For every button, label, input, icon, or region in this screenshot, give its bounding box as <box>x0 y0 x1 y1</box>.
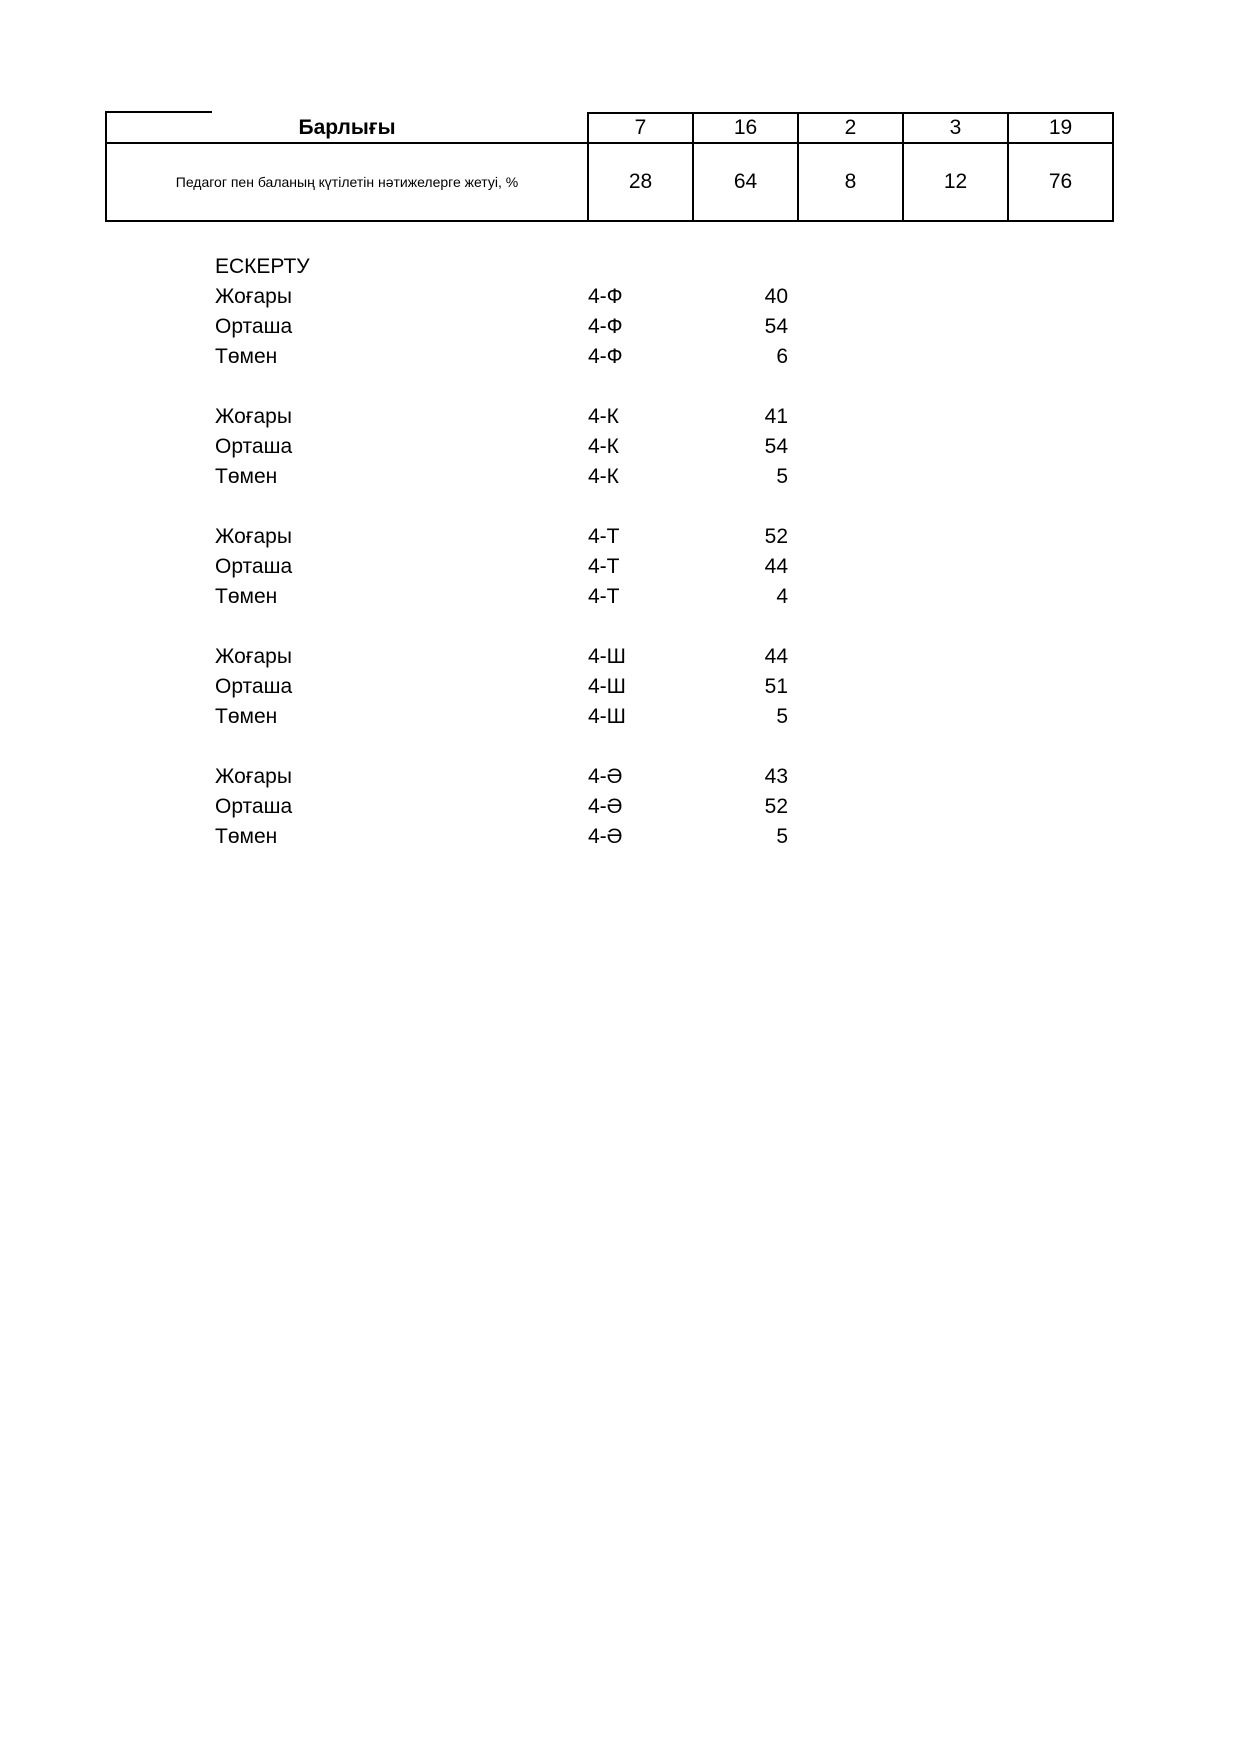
level-label: Жоғары <box>215 405 292 428</box>
total-value: 2 <box>798 113 903 143</box>
level-value: 5 <box>776 465 788 488</box>
level-value: 54 <box>764 435 788 458</box>
note-row <box>215 552 815 582</box>
achievement-value: 76 <box>1008 143 1113 221</box>
total-value: 19 <box>1008 113 1113 143</box>
level-label: Жоғары <box>215 285 292 308</box>
level-value: 5 <box>776 705 788 728</box>
level-value: 41 <box>764 405 788 428</box>
total-value: 7 <box>588 113 693 143</box>
level-value: 43 <box>764 765 788 788</box>
level-value: 44 <box>764 555 788 578</box>
note-group <box>215 402 815 492</box>
achievement-value: 8 <box>798 143 903 221</box>
note-group <box>215 762 815 852</box>
total-value: 16 <box>693 113 798 143</box>
note-row <box>215 582 815 612</box>
class-label: 4-Ә <box>588 825 623 848</box>
note-row <box>215 792 815 822</box>
note-row <box>215 282 815 312</box>
achievement-value: 12 <box>903 143 1008 221</box>
class-label: 4-К <box>588 405 619 428</box>
note-row <box>215 522 815 552</box>
level-label: Орташа <box>215 555 293 578</box>
level-value: 5 <box>776 825 788 848</box>
note-row <box>215 762 815 792</box>
class-label: 4-Ә <box>588 795 623 818</box>
class-label: 4-Т <box>588 525 620 548</box>
level-label: Төмен <box>215 825 278 848</box>
level-value: 52 <box>764 795 788 818</box>
note-row <box>215 312 815 342</box>
level-label: Орташа <box>215 795 293 818</box>
total-row <box>106 113 1113 143</box>
class-label: 4-Т <box>588 585 620 608</box>
note-group <box>215 642 815 732</box>
note-row <box>215 702 815 732</box>
level-label: Орташа <box>215 435 293 458</box>
achievement-value: 64 <box>693 143 798 221</box>
note-row <box>215 822 815 852</box>
level-label: Жоғары <box>215 765 292 788</box>
class-label: 4-Ә <box>588 765 623 788</box>
class-label: 4-Т <box>588 555 620 578</box>
note-row <box>215 342 815 372</box>
level-label: Төмен <box>215 585 278 608</box>
class-label: 4-Ф <box>588 315 623 338</box>
achievement-value: 28 <box>588 143 693 221</box>
class-label: 4-Ф <box>588 285 623 308</box>
level-label: Төмен <box>215 345 278 368</box>
level-value: 52 <box>764 525 788 548</box>
level-value: 40 <box>764 285 788 308</box>
note-row <box>215 402 815 432</box>
level-label: Орташа <box>215 315 293 338</box>
total-label: Барлығы <box>106 113 588 143</box>
note-row <box>215 642 815 672</box>
level-label: Төмен <box>215 705 278 728</box>
level-label: Жоғары <box>215 645 292 668</box>
level-value: 51 <box>764 675 788 698</box>
class-label: 4-К <box>588 465 619 488</box>
class-label: 4-Ф <box>588 345 623 368</box>
note-group <box>215 282 815 372</box>
note-row <box>215 462 815 492</box>
level-value: 44 <box>764 645 788 668</box>
achievement-row <box>106 143 1113 221</box>
note-group <box>215 522 815 612</box>
level-value: 6 <box>776 345 788 368</box>
level-label: Орташа <box>215 675 293 698</box>
achievement-label: Педагог пен баланың күтілетін нәтижелерге жетуі, % <box>106 143 588 221</box>
summary-table <box>105 112 1114 222</box>
total-value: 3 <box>903 113 1008 143</box>
level-label: Жоғары <box>215 525 292 548</box>
note-section <box>215 252 815 882</box>
note-row <box>215 672 815 702</box>
class-label: 4-Ш <box>588 645 626 668</box>
note-title: ЕСКЕРТУ <box>215 255 310 278</box>
level-value: 4 <box>776 585 788 608</box>
class-label: 4-Ш <box>588 705 626 728</box>
class-label: 4-К <box>588 435 619 458</box>
level-value: 54 <box>764 315 788 338</box>
level-label: Төмен <box>215 465 278 488</box>
class-label: 4-Ш <box>588 675 626 698</box>
note-row <box>215 432 815 462</box>
